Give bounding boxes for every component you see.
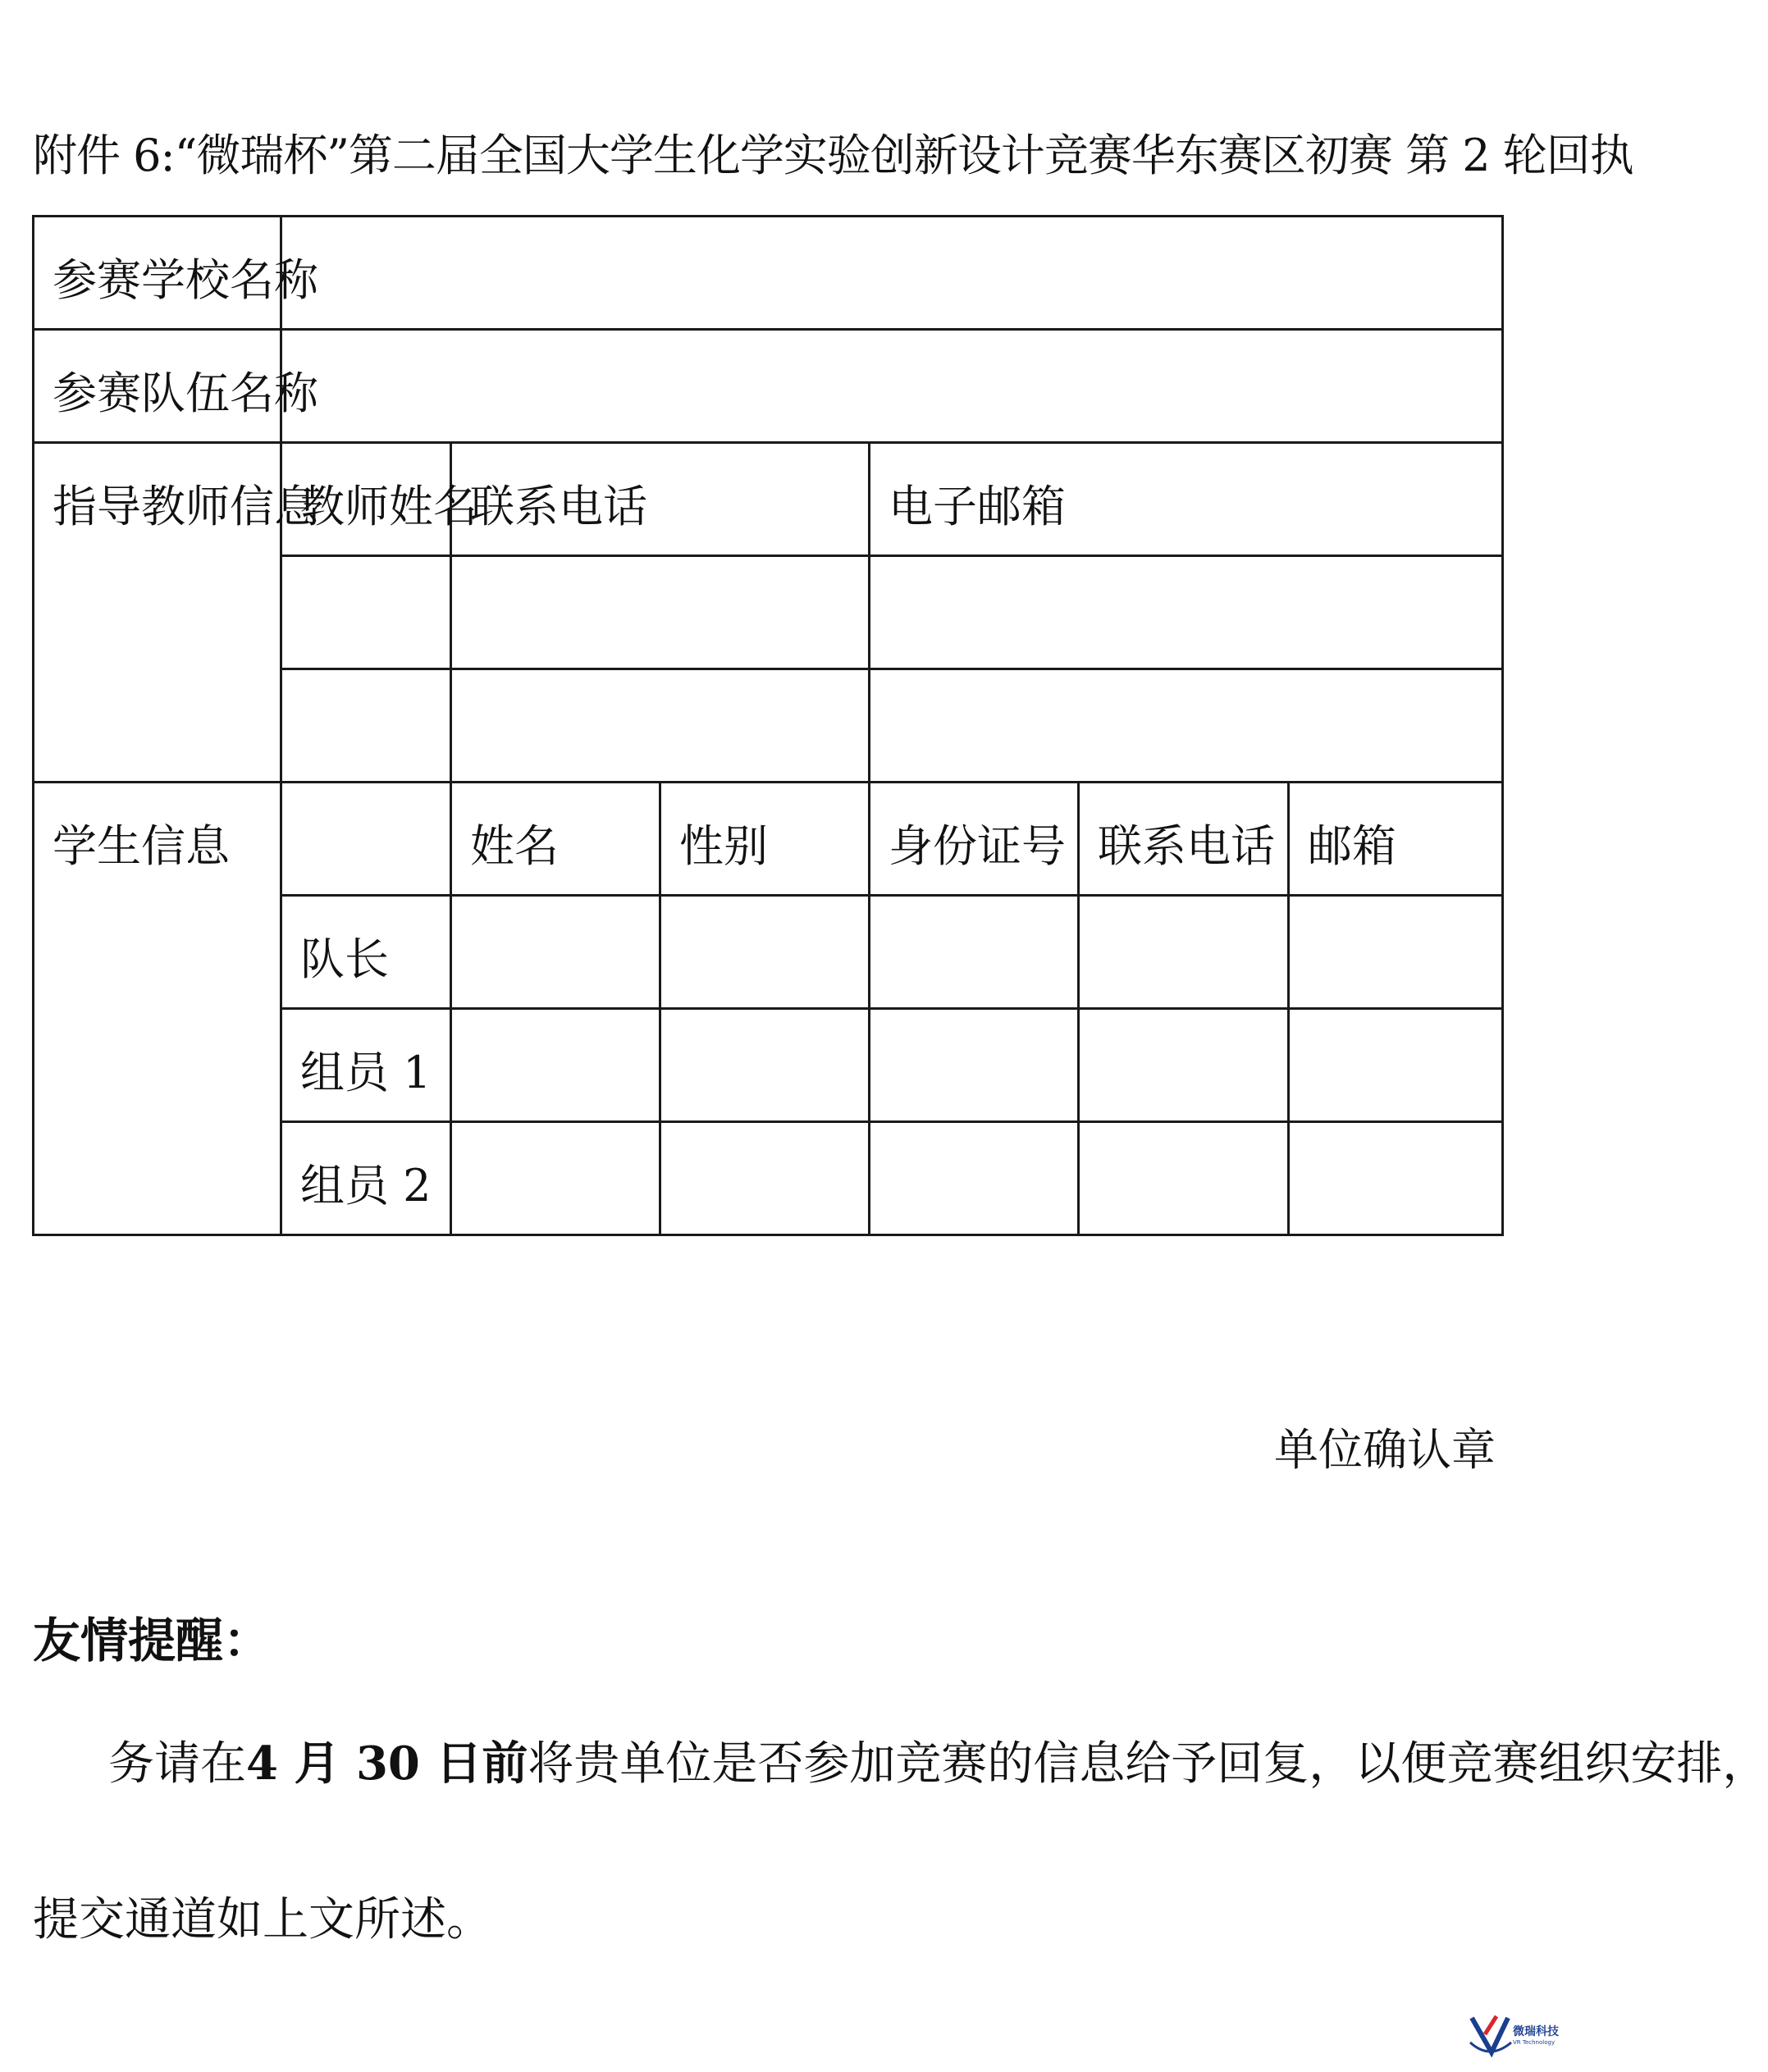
reminder-line-2: 提交通道如上文所述。 <box>33 1893 492 1946</box>
student-name-field[interactable] <box>451 896 660 1009</box>
reminder-suffix: 将贵单位是否参加竞赛的信息给予回复，以便竞赛组织安排， <box>528 1737 1768 1791</box>
table-row <box>34 217 1503 330</box>
table-row <box>34 443 1503 556</box>
student-phone-field[interactable] <box>1079 1122 1289 1235</box>
student-gender-field[interactable] <box>660 1009 870 1122</box>
teacher-email-header: 电子邮箱 <box>870 443 1503 556</box>
reminder-body <box>33 1731 1768 1953</box>
student-section-label: 学生信息 <box>34 783 281 1235</box>
registration-form-table <box>32 215 1504 1236</box>
teacher-section-label: 指导教师信息 <box>34 443 281 783</box>
student-email-field[interactable] <box>1289 1122 1503 1235</box>
school-name-label: 参赛学校名称 <box>34 217 281 330</box>
logo-name: 微瑞科技 <box>1513 2025 1559 2038</box>
student-phone-field[interactable] <box>1079 896 1289 1009</box>
student-phone-field[interactable] <box>1079 1009 1289 1122</box>
student-name-header: 姓名 <box>451 783 660 896</box>
student-email-field[interactable] <box>1289 896 1503 1009</box>
table-row <box>34 330 1503 443</box>
role-header-blank <box>281 783 451 896</box>
team-name-field[interactable] <box>281 330 1503 443</box>
student-phone-header: 联系电话 <box>1079 783 1289 896</box>
teacher-name-field[interactable] <box>281 556 451 669</box>
student-id-field[interactable] <box>870 1122 1079 1235</box>
school-name-field[interactable] <box>281 217 1503 330</box>
student-name-field[interactable] <box>451 1122 660 1235</box>
teacher-name-header: 教师姓名 <box>281 443 451 556</box>
student-id-field[interactable] <box>870 896 1079 1009</box>
role-member2-label: 组员 2 <box>281 1122 451 1235</box>
team-name-label: 参赛队伍名称 <box>34 330 281 443</box>
teacher-phone-field[interactable] <box>451 669 870 783</box>
student-gender-field[interactable] <box>660 896 870 1009</box>
student-email-header: 邮箱 <box>1289 783 1503 896</box>
unit-seal-label: 单位确认章 <box>1274 1424 1496 1476</box>
page-title: 附件 6:“微瑞杯”第二届全国大学生化学实验创新设计竞赛华东赛区初赛 第 2 轮回执 <box>33 130 1633 181</box>
teacher-phone-field[interactable] <box>451 556 870 669</box>
teacher-email-field[interactable] <box>870 556 1503 669</box>
reminder-deadline: 4 月 30 日前 <box>246 1737 528 1791</box>
table-row <box>34 783 1503 896</box>
reminder-line-1 <box>33 1731 1768 1797</box>
logo-subtitle: VR Technology <box>1513 2039 1556 2046</box>
reminder-heading: 友情提醒： <box>33 1613 272 1668</box>
reminder-prefix: 务请在 <box>108 1737 246 1791</box>
teacher-email-field[interactable] <box>870 669 1503 783</box>
company-logo <box>1467 2010 1557 2061</box>
student-gender-header: 性别 <box>660 783 870 896</box>
student-gender-field[interactable] <box>660 1122 870 1235</box>
teacher-phone-header: 联系电话 <box>451 443 870 556</box>
logo-mark-icon <box>1467 2010 1513 2061</box>
role-captain-label: 队长 <box>281 896 451 1009</box>
student-email-field[interactable] <box>1289 1009 1503 1122</box>
student-name-field[interactable] <box>451 1009 660 1122</box>
student-id-field[interactable] <box>870 1009 1079 1122</box>
student-id-header: 身份证号 <box>870 783 1079 896</box>
teacher-name-field[interactable] <box>281 669 451 783</box>
role-member1-label: 组员 1 <box>281 1009 451 1122</box>
